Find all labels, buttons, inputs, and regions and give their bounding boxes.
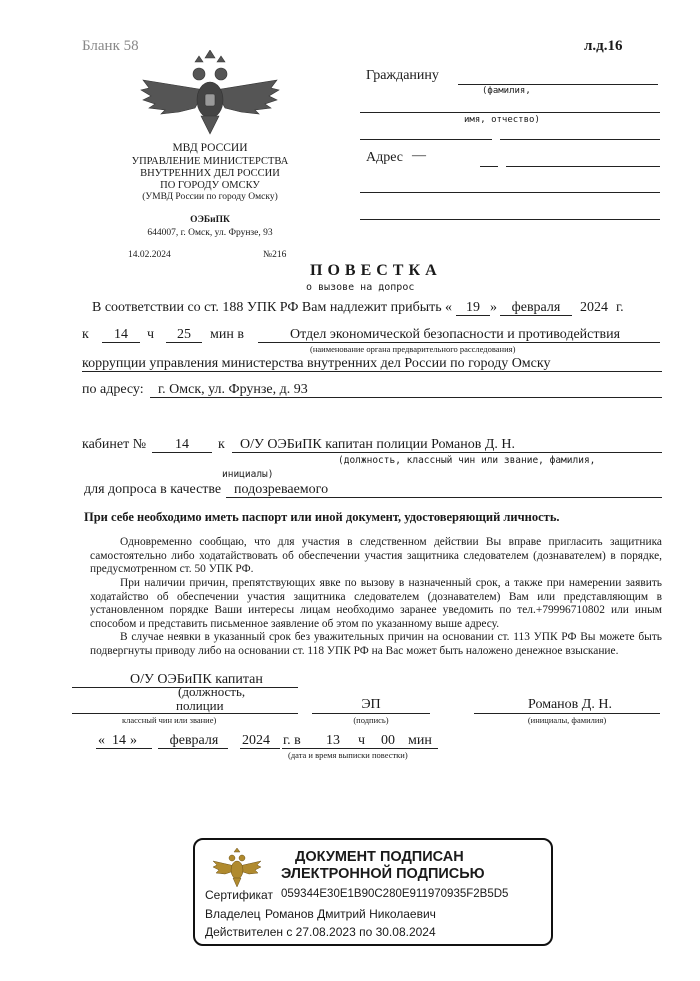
address-dash: — (412, 148, 426, 163)
cabinet-label: кабинет № (82, 437, 147, 452)
org-line-1: УПРАВЛЕНИЕ МИНИСТЕРСТВА (131, 156, 289, 167)
issue-day: 14 (112, 733, 126, 748)
summons-quote-open: « (445, 300, 452, 315)
summons-minute: 25 (177, 327, 191, 342)
officer: О/У ОЭБиПК капитан полиции Романов Д. Н. (240, 437, 516, 452)
stamp-owner: Романов Дмитрий Николаевич (265, 907, 436, 921)
stamp-cert: 059344E30E1B90C280E911970935F2B5D5 (281, 888, 509, 900)
issue-quote-open: « (98, 733, 105, 748)
sig-position: О/У ОЭБиПК капитан (130, 672, 263, 687)
address-label: Адрес (366, 150, 404, 165)
role-value: подозреваемого (234, 482, 329, 497)
issue-month: февраля (169, 733, 219, 748)
officer-hint-2: инициалы) (222, 469, 274, 480)
issue-h: ч (358, 733, 366, 748)
summons-unit-hint: (наименование органа предварительного расследования) (310, 344, 516, 354)
summons-month: февраля (511, 300, 561, 315)
doc-title: ПОВЕСТКА (310, 262, 442, 279)
sig-pos-hint-1: (должность, (178, 684, 246, 699)
org-address: 644007, г. Омск, ул. Фрунзе, 93 (147, 228, 273, 238)
address-line-2 (360, 192, 660, 193)
recipient-line-3 (360, 139, 492, 140)
cabinet-number: 14 (175, 437, 189, 452)
sig-name: Романов Д. Н. (528, 697, 612, 712)
doc-number: №216 (263, 250, 287, 260)
summons-unit-2: коррупции управления министерства внутренних дел России по городу Омску (82, 356, 551, 371)
summons-year: 2024 (580, 300, 608, 315)
recipient-label: Гражданину (366, 68, 439, 83)
issue-min: мин (408, 733, 432, 748)
emblem-eagle-icon (135, 50, 285, 138)
issue-hour: 13 (326, 733, 340, 748)
issue-year: 2024 (242, 733, 270, 748)
stamp-title-1: ДОКУМЕНТ ПОДПИСАН (295, 849, 464, 865)
summons-address: г. Омск, ул. Фрунзе, д. 93 (158, 382, 308, 397)
summons-hour: 14 (114, 327, 128, 342)
recipient-line-3b (500, 139, 660, 140)
doc-date: 14.02.2024 (128, 250, 171, 260)
role-label: для допроса в качестве (84, 482, 222, 497)
address-line-1b (506, 166, 660, 167)
blank-number: Бланк 58 (82, 38, 139, 54)
org-dept: ОЭБиПК (190, 215, 230, 225)
recipient-line-2 (360, 112, 660, 113)
summons-h: ч (147, 327, 155, 342)
stamp-owner-label: Владелец (205, 907, 261, 921)
summons-address-label: по адресу: (82, 382, 144, 397)
issue-g-v: г. в (283, 733, 301, 748)
passport-note: При себе необходимо иметь паспорт или иной документ, удостоверяющий личность. (84, 510, 560, 524)
address-line-1a (480, 166, 498, 167)
summons-unit: Отдел экономической безопасности и противодействия (290, 327, 621, 342)
issue-minute: 00 (381, 733, 395, 748)
cabinet-k: к (218, 437, 225, 452)
org-line-4: (УМВД России по городу Омску) (142, 192, 278, 202)
e-signature-stamp (193, 838, 553, 946)
stamp-emblem-icon (211, 848, 263, 888)
summons-year-suffix: г. (616, 300, 624, 315)
address-line-3 (360, 219, 660, 220)
paragraph-2: При наличии причин, препятствующих явке по вызову в назначенный срок, а также при намерении заявить ходатайство об обеспечении участия защитника следователем (дознавателем) Вам или представляющим в установленном порядке Ваши интересы лицам необходимо заранее уведомить по тел.+79996710802 или иным способом и представить письменное заявление об этом по указанному выше адресу. (90, 577, 662, 630)
summons-min-v: мин в (210, 327, 244, 342)
sig-name-hint: (инициалы, фамилия) (527, 715, 607, 725)
stamp-valid: Действителен с 27.08.2023 по 30.08.2024 (205, 925, 436, 939)
sig-sign: ЭП (361, 697, 381, 712)
paragraph-3: В случае неявки в указанный срок без уважительных причин на основании ст. 113 УПК РФ Вы можете быть подвергнуты приводу либо на основании ст. 118 УПК РФ на Вас может быть наложено денежное взыскание. (90, 631, 662, 657)
recipient-line-1 (458, 84, 658, 85)
org-line-2: ВНУТРЕННИХ ДЕЛ РОССИИ (140, 168, 280, 179)
issue-quote-close: » (130, 733, 137, 748)
summons-intro: В соответствии со ст. 188 УПК РФ Вам надлежит прибыть (92, 300, 442, 315)
recipient-hint-2: имя, отчество) (464, 115, 540, 125)
officer-hint-1: (должность, классный чин или звание, фамилия, (338, 455, 596, 466)
recipient-hint-1: (фамилия, (482, 86, 531, 96)
doc-subtitle: о вызове на допрос (306, 282, 415, 293)
issue-hint: (дата и время выписки повестки) (288, 750, 408, 760)
paragraph-1: Одновременно сообщаю, что для участия в следственном действии Вы вправе пригласить защитника самостоятельно либо ходатайствовать об обеспечении участия защитника следователем (дознавателем) в порядке, предусмотренном ст. 50 УПК РФ. (90, 536, 662, 576)
sig-pos-hint-2: полиции (176, 698, 224, 713)
summons-k: к (82, 327, 89, 342)
stamp-cert-label: Сертификат (205, 888, 273, 902)
case-sheet: л.д.16 (584, 38, 623, 54)
summons-quote-close: » (490, 300, 497, 315)
stamp-title-2: ЭЛЕКТРОННОЙ ПОДПИСЬЮ (281, 866, 485, 882)
sig-sign-hint: (подпись) (353, 715, 389, 725)
org-name: МВД РОССИИ (172, 142, 248, 154)
sig-pos-hint-3: классный чин или звание) (122, 715, 217, 725)
org-line-3: ПО ГОРОДУ ОМСКУ (160, 180, 260, 191)
summons-day: 19 (466, 300, 480, 315)
